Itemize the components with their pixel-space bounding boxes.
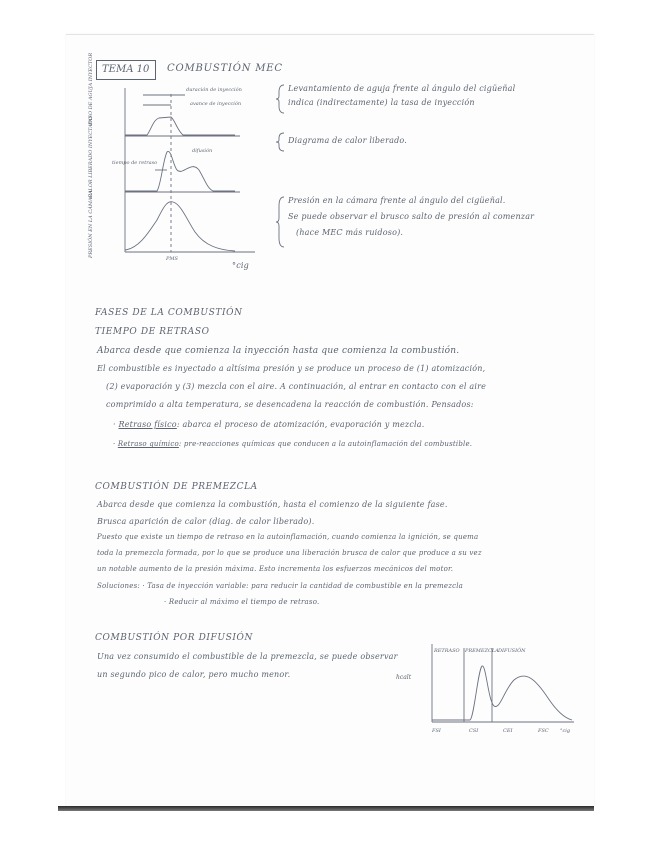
- premezcla-line-5: un notable aumento de la presión máxima. Esto incrementa los esfuerzos mecánicos del motor.: [97, 565, 454, 573]
- premezcla-line-6: [97, 582, 463, 590]
- def-retraso-fisico: : abarca el proceso de atomización, evaporación y mezcla.: [176, 420, 425, 429]
- top-margin: [0, 0, 655, 36]
- heat-release-curve: [125, 151, 235, 191]
- premezcla-line-3: Puesto que existe un tiempo de retraso en la autoinflamación, cuando comienza la ignición, se quema: [97, 533, 479, 541]
- injection-diagram: [95, 80, 275, 280]
- graph2-ylabel: hcalt: [396, 674, 412, 681]
- phase-difusion: DIFUSIÓN: [498, 648, 526, 654]
- difusion-line-2: un segundo pico de calor, pero mucho menor.: [97, 670, 291, 679]
- brace-3: [276, 196, 286, 248]
- graph2-heat-curve: [432, 666, 572, 720]
- x-tick-pms: PMS: [166, 256, 178, 262]
- ylabel-needle-lift: PASO DE AGUJA INYECTOR: [88, 52, 94, 125]
- topic-number-box: [96, 60, 156, 80]
- graph2-tick-2: CSI: [469, 728, 479, 734]
- heading-fases: FASES DE LA COMBUSTIÓN: [95, 308, 243, 318]
- note-pressure-line3: (hace MEC más ruidoso).: [296, 228, 404, 237]
- bottom-margin: [0, 806, 655, 848]
- retraso-para-2-line1: El combustible es inyectado a altísima presión y se produce un proceso de (1) atomización,: [97, 364, 486, 373]
- solucion-2: · Reducir al máximo el tiempo de retraso.: [164, 598, 320, 606]
- note-needle-line2: indica (indirectamente) la tasa de inyección: [288, 98, 475, 107]
- note-pressure-line1: Presión en la cámara frente al ángulo del cigüeñal.: [288, 196, 506, 205]
- ylabel-heat-release: CALOR LIBERADO INYECTADO: [88, 116, 94, 198]
- graph2-tick-4: FSC: [538, 728, 549, 734]
- premezcla-line-2: Brusca aparición de calor (diag. de calor liberado).: [97, 517, 315, 526]
- label-avance-inyeccion: avance de inyección: [190, 101, 242, 107]
- label-tiempo-retraso: tiempo de retraso: [112, 160, 158, 166]
- phase-retraso: RETRASO: [434, 648, 460, 654]
- heading-premezcla: COMBUSTIÓN DE PREMEZCLA: [95, 482, 258, 492]
- bullet-retraso-fisico: · Retraso físico: abarca el proceso de atomización, evaporación y mezcla.: [113, 420, 425, 429]
- term-retraso-fisico: Retraso físico: [118, 420, 177, 429]
- graph2-tick-3: CEI: [503, 728, 513, 734]
- brace-2: [276, 132, 286, 152]
- phase-premezcla: PREMEZCLA: [465, 648, 499, 654]
- graph2-tick-1: FSI: [432, 728, 441, 734]
- def-retraso-quimico: : pre-reacciones químicas que conducen a la autoinflamación del combustible.: [178, 440, 473, 448]
- page-title: COMBUSTIÓN MEC: [167, 63, 283, 74]
- note-pressure-line2: Se puede observar el brusco salto de presión al comenzar: [288, 212, 535, 221]
- retraso-para-1: Abarca desde que comienza la inyección hasta que comienza la combustión.: [97, 346, 460, 356]
- needle-lift-curve: [125, 117, 235, 135]
- ylabel-pressure: PRESIÓN EN LA CÁMARA: [88, 190, 94, 258]
- retraso-para-2-line3: comprimido a alta temperatura, se desencadena la reacción de combustión. Pensados:: [106, 400, 474, 409]
- soluciones-label: Soluciones:: [97, 582, 140, 590]
- graph2-tick-5: °cig: [560, 728, 571, 734]
- brace-1: [276, 84, 286, 114]
- label-duracion-inyeccion: duración de inyección: [186, 87, 242, 93]
- note-needle-line1: Levantamiento de aguja frente al ángulo del cigüeñal: [288, 84, 516, 93]
- bullet-retraso-quimico: · Retraso químico: pre-reacciones químicas que conducen a la autoinflamación del combustible.: [113, 440, 473, 448]
- difusion-line-1: Una vez consumido el combustible de la premezcla, se puede observar: [97, 652, 398, 661]
- premezcla-line-4: toda la premezcla formada, por lo que se produce una liberación brusca de calor que produce a su vez: [97, 549, 482, 557]
- solucion-1: · Tasa de inyección variable: para reducir la cantidad de combustible en la premezcla: [142, 582, 464, 590]
- pressure-curve: [125, 202, 235, 251]
- retraso-para-2-line2: (2) evaporación y (3) mezcla con el aire. A continuación, al entrar en contacto con el aire: [106, 382, 487, 391]
- page-edge-shadow: [58, 806, 594, 811]
- label-difusion: difusión: [192, 148, 213, 154]
- topic-number: TEMA 10: [102, 64, 150, 75]
- term-retraso-quimico: Retraso químico: [117, 440, 179, 448]
- heading-tiempo-retraso: TIEMPO DE RETRASO: [95, 327, 210, 337]
- heading-difusion: COMBUSTIÓN POR DIFUSIÓN: [95, 633, 253, 643]
- premezcla-line-1: Abarca desde que comienza la combustión, hasta el comienzo de la siguiente fase.: [97, 500, 448, 509]
- x-axis-label: °cig: [232, 261, 249, 270]
- note-heat-release: Diagrama de calor liberado.: [288, 136, 408, 145]
